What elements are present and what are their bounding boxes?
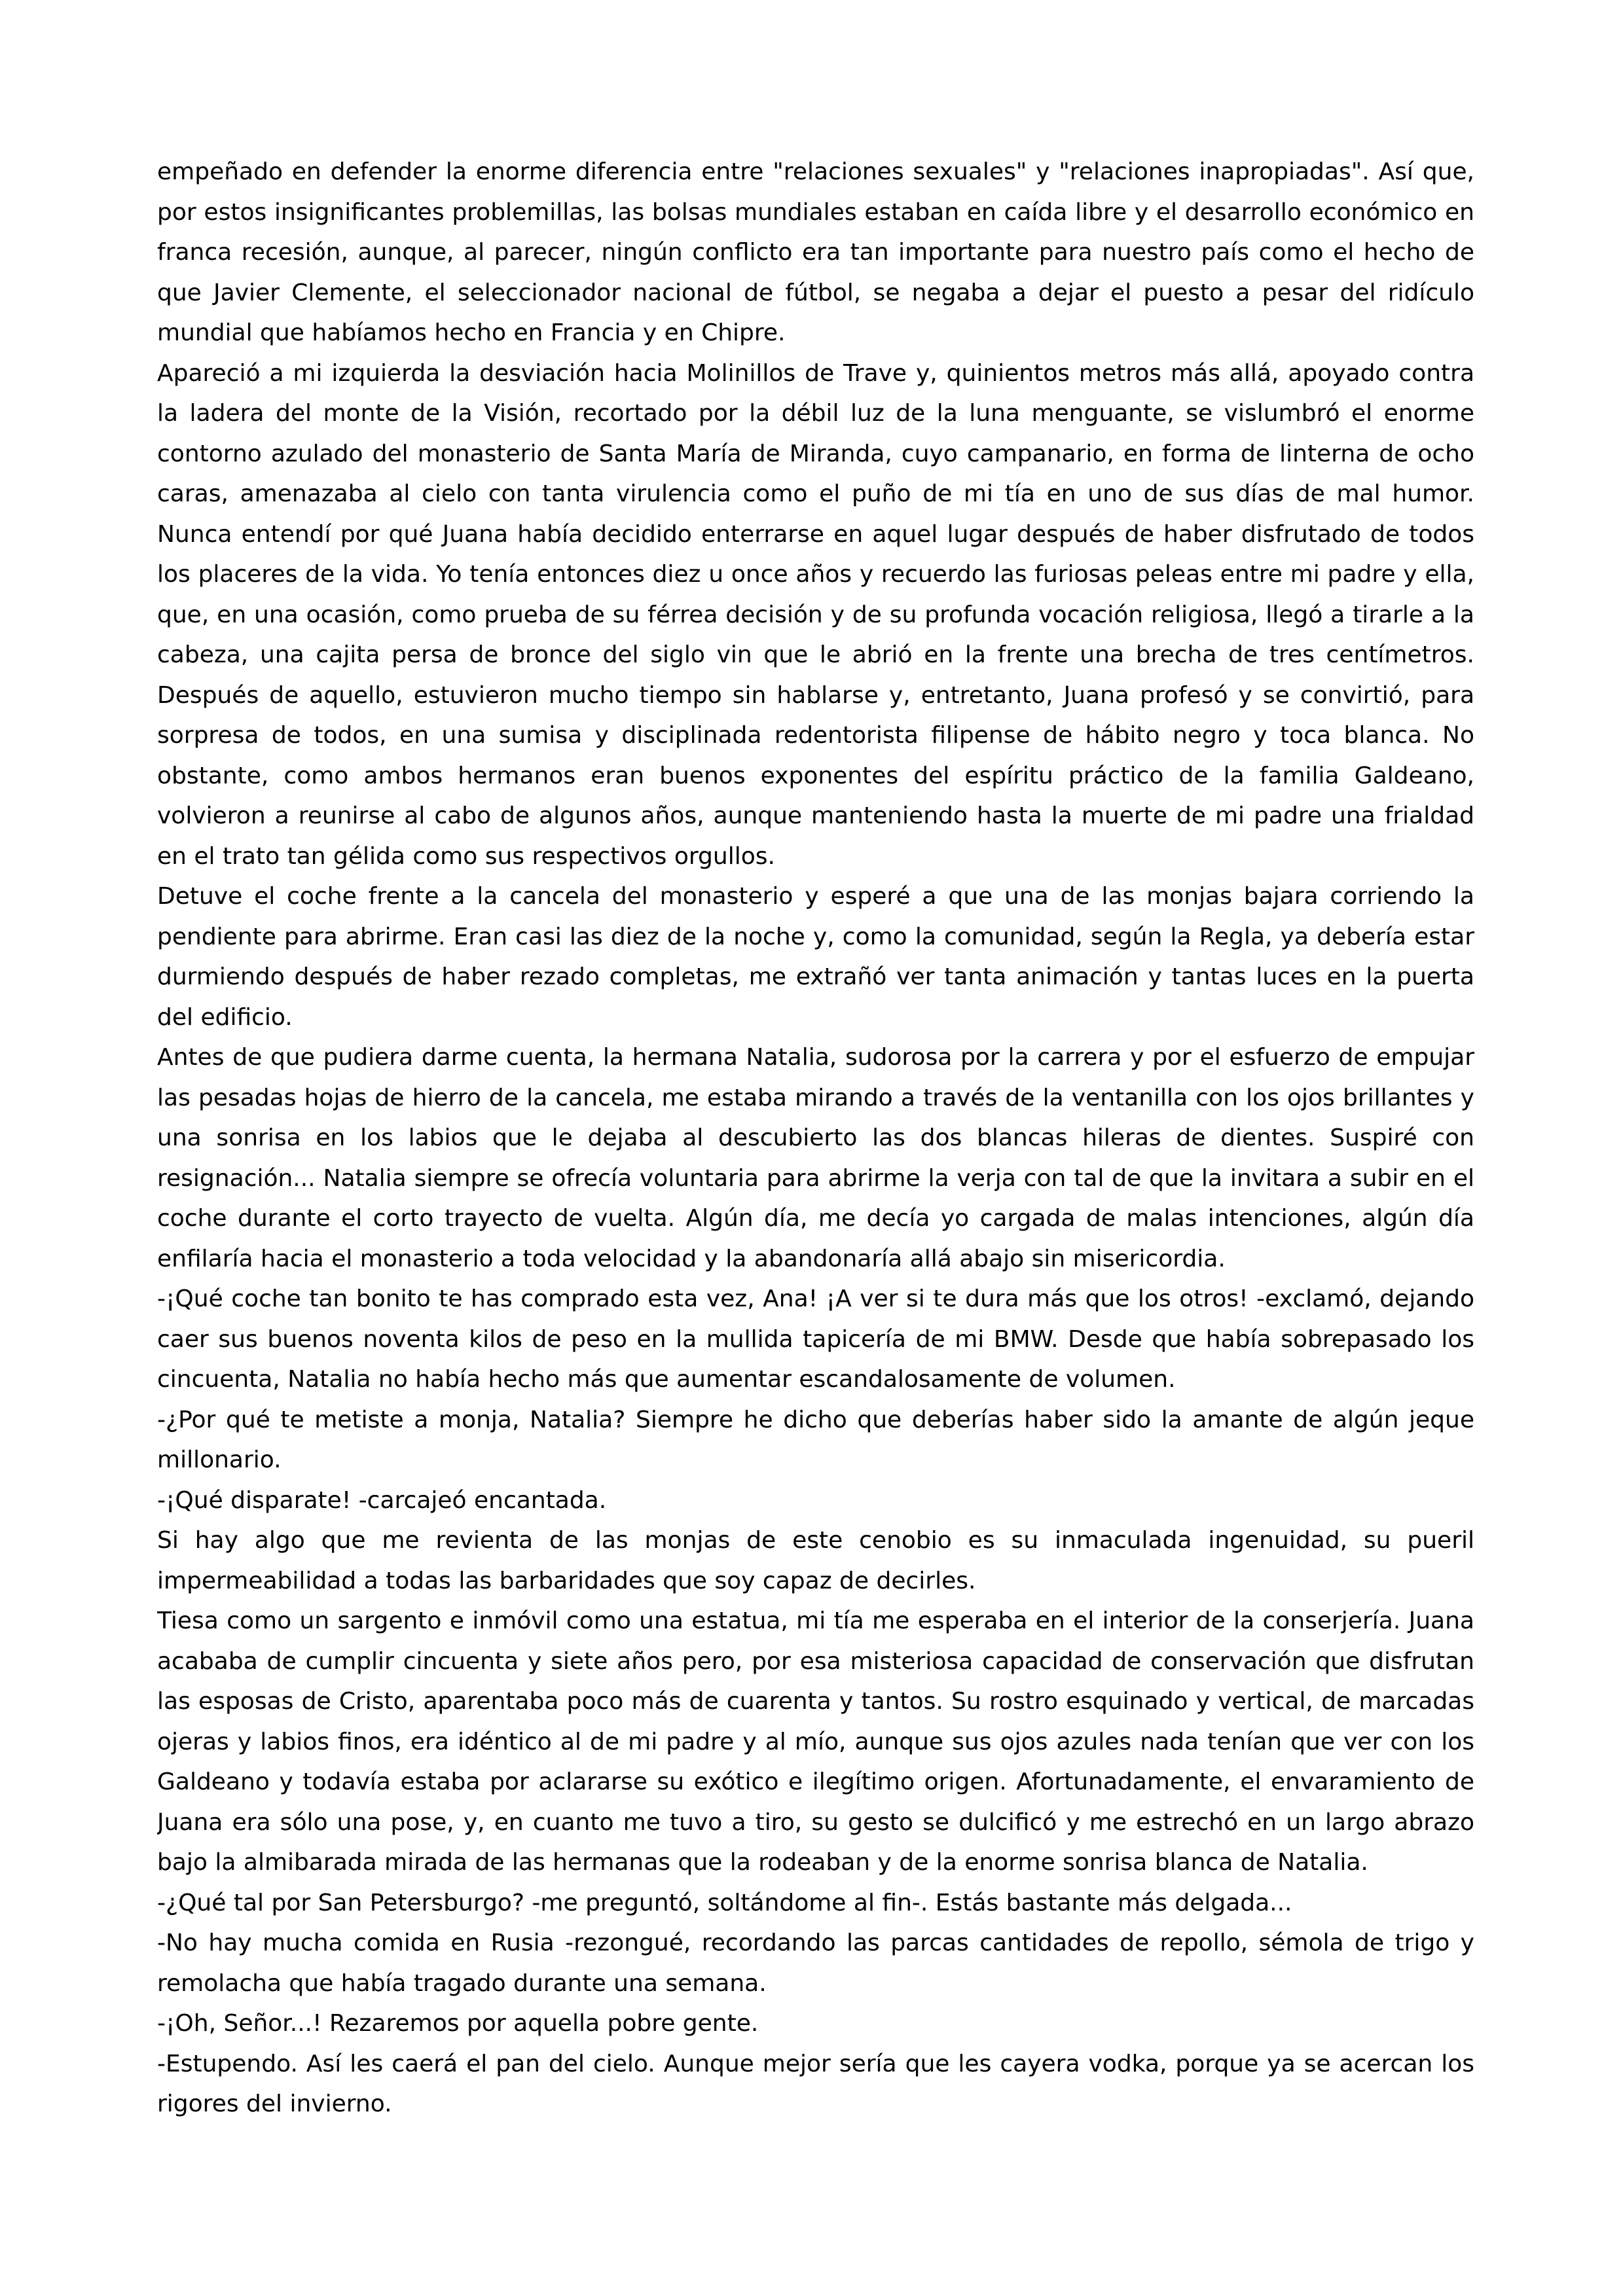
paragraph: Tiesa como un sargento e inmóvil como una estatua, mi tía me esperaba en el interior de la conserjería. Juana acababa de cumplir cincuenta y siete años pero, por esa misteriosa capacidad de conservación que disfrutan las esposas de Cristo, aparentaba poco más de cuarenta y tantos. Su rostro esquinado y vertical, de marcadas ojeras y labios finos, era idéntico al de mi padre y al mío, aunque sus ojos azules nada tenían que ver con los Galdeano y todavía estaba por aclararse su exótico e ilegítimo origen. Afortunadamente, el envaramiento de Juana era sólo una pose, y, en cuanto me tuvo a tiro, su gesto se dulcificó y me estrechó en un largo abrazo bajo la almibarada mirada de las hermanas que la rodeaban y de la enorme sonrisa blanca de Natalia. bbox=[157, 1607, 1474, 1876]
paragraph: Apareció a mi izquierda la desviación hacia Molinillos de Trave y, quinientos metros más allá, apoyado contra la ladera del monte de la Visión, recortado por la débil luz de la luna menguante, se vislumbró el enorme contorno azulado del monasterio de Santa María de Miranda, cuyo campanario, en forma de linterna de ocho caras, amenazaba al cielo con tanta virulencia como el puño de mi tía en uno de sus días de mal humor. Nunca entendí por qué Juana había decidido enterrarse en aquel lugar después de haber disfrutado de todos los placeres de la vida. Yo tenía entonces diez u once años y recuerdo las furiosas peleas entre mi padre y ella, que, en una ocasión, como prueba de su férrea decisión y de su profunda vocación religiosa, llegó a tirarle a la cabeza, una cajita persa de bronce del siglo vin que le abrió en la frente una brecha de tres centímetros. Después de aquello, estuvieron mucho tiempo sin hablarse y, entretanto, Juana profesó y se convirtió, para sorpresa de todos, en una sumisa y disciplinada redentorista filipense de hábito negro y toca blanca. No obstante, como ambos hermanos eran buenos exponentes del espíritu práctico de la familia Galdeano, volvieron a reunirse al cabo de algunos años, aunque manteniendo hasta la muerte de mi padre una frialdad en el trato tan gélida como sus respectivos orgullos. bbox=[157, 359, 1474, 870]
paragraph: Si hay algo que me revienta de las monjas de este cenobio es su inmaculada ingenuidad, su pueril impermeabilidad a todas las barbaridades que soy capaz de decirles. bbox=[157, 1527, 1474, 1594]
paragraph: -Estupendo. Así les caerá el pan del cielo. Aunque mejor sería que les cayera vodka, porque ya se acercan los rigores del invierno. bbox=[157, 2050, 1474, 2117]
paragraph: Antes de que pudiera darme cuenta, la hermana Natalia, sudorosa por la carrera y por el esfuerzo de empujar las pesadas hojas de hierro de la cancela, me estaba mirando a través de la ventanilla con los ojos brillantes y una sonrisa en los labios que le dejaba al descubierto las dos blancas hileras de dientes. Suspiré con resignación... Natalia siempre se ofrecía voluntaria para abrirme la verja con tal de que la invitara a subir en el coche durante el corto trayecto de vuelta. Algún día, me decía yo cargada de malas intenciones, algún día enfilaría hacia el monasterio a toda velocidad y la abandonaría allá abajo sin misericordia. bbox=[157, 1044, 1474, 1272]
paragraph: empeñado en defender la enorme diferencia entre "relaciones sexuales" y "relaciones inapropiadas". Así que, por estos insignificantes problemillas, las bolsas mundiales estaban en caída libre y el desarrollo económico en franca recesión, aunque, al parecer, ningún conflicto era tan importante para nuestro país como el hecho de que Javier Clemente, el seleccionador nacional de fútbol, se negaba a dejar el puesto a pesar del ridículo mundial que habíamos hecho en Francia y en Chipre. bbox=[157, 158, 1474, 346]
paragraph: Detuve el coche frente a la cancela del monasterio y esperé a que una de las monjas bajara corriendo la pendiente para abrirme. Eran casi las diez de la noche y, como la comunidad, según la Regla, ya debería estar durmiendo después de haber rezado completas, me extrañó ver tanta animación y tantas luces en la puerta del edificio. bbox=[157, 883, 1474, 1031]
document-page bbox=[157, 152, 1474, 2181]
paragraph: -No hay mucha comida en Rusia -rezongué, recordando las parcas cantidades de repollo, sémola de trigo y remolacha que había tragado durante una semana. bbox=[157, 1929, 1474, 1997]
paragraph: -¡Qué coche tan bonito te has comprado esta vez, Ana! ¡A ver si te dura más que los otros! -exclamó, dejando caer sus buenos noventa kilos de peso en la mullida tapicería de mi BMW. Desde que había sobrepasado los cincuenta, Natalia no había hecho más que aumentar escandalosamente de volumen. bbox=[157, 1285, 1474, 1393]
paragraph: -¿Qué tal por San Petersburgo? -me preguntó, soltándome al fin-. Estás bastante más delgada... bbox=[157, 1889, 1292, 1916]
paragraph: -¡Qué disparate! -carcajeó encantada. bbox=[157, 1486, 607, 1514]
paragraph: -¡Oh, Señor...! Rezaremos por aquella pobre gente. bbox=[157, 2010, 759, 2037]
paragraph: -¿Por qué te metiste a monja, Natalia? Siempre he dicho que deberías haber sido la amante de algún jeque millonario. bbox=[157, 1406, 1474, 1473]
